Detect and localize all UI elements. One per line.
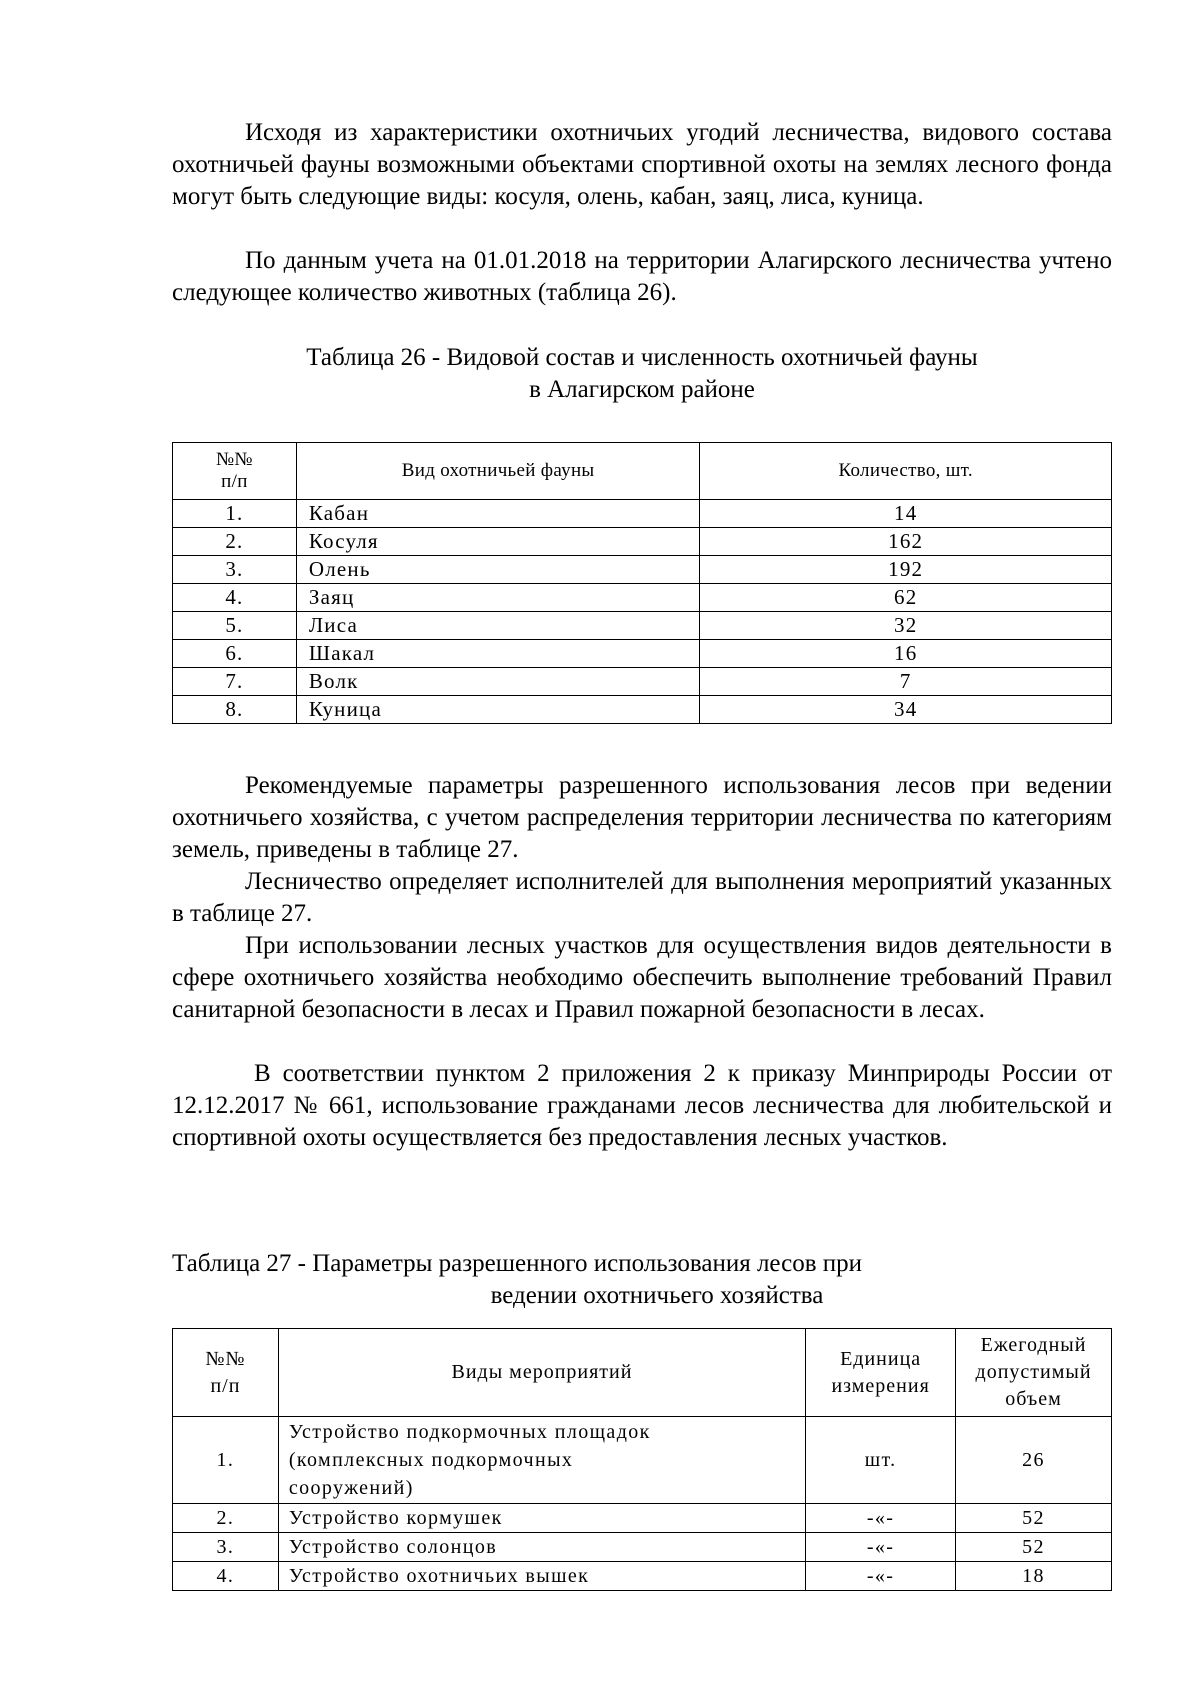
species-quantity: 34 — [700, 696, 1112, 724]
paragraph-census: По данным учета на 01.01.2018 на территории Алагирского лесничества учтено следующее количество животных (таблица 26). — [172, 247, 1112, 306]
species-quantity: 162 — [700, 528, 1112, 556]
table27-caption — [172, 1248, 1112, 1312]
table-row — [173, 1504, 1112, 1533]
table26-header-species: Вид охотничьей фауны — [296, 443, 700, 500]
table26-caption-line2: в Алагирском районе — [529, 376, 755, 403]
paragraph-safety-rules: При использовании лесных участков для осуществления видов деятельности в сфере охотничьего хозяйства необходимо обеспечить выполнение требований Правил санитарной безопасности в лесах и Правил пожарной безопасности в лесах. — [172, 932, 1112, 1023]
table26-fauna — [172, 442, 1112, 724]
row-number: 4. — [173, 1562, 279, 1591]
table-row — [173, 1533, 1112, 1562]
row-number: 5. — [173, 612, 297, 640]
table-row — [173, 528, 1112, 556]
row-number: 1. — [173, 500, 297, 528]
row-number: 6. — [173, 640, 297, 668]
row-number: 3. — [173, 556, 297, 584]
row-number: 1. — [173, 1417, 279, 1504]
table27-header-unit: Единица измерения — [806, 1329, 956, 1417]
species-name: Шакал — [296, 640, 700, 668]
table26-header-row — [173, 443, 1112, 500]
table27-caption-line1: Таблица 27 - Параметры разрешенного использования лесов при — [172, 1250, 863, 1277]
species-name: Кабан — [296, 500, 700, 528]
species-name: Косуля — [296, 528, 700, 556]
table26-header-num: №№ п/п — [173, 443, 297, 500]
table-row — [173, 696, 1112, 724]
paragraph-hunting-species: Исходя из характеристики охотничьих угодий лесничества, видового состава охотничьей фауны возможными объектами спортивной охоты на землях лесного фонда могут быть следующие виды: косуля, олень, кабан, заяц, лиса, куница. — [172, 119, 1112, 210]
table27-header-activity: Виды мероприятий — [278, 1329, 805, 1417]
species-quantity: 16 — [700, 640, 1112, 668]
table27-header-volume: Ежегодный допустимый объем — [956, 1329, 1112, 1417]
table26-caption-line1: Таблица 26 - Видовой состав и численность охотничьей фауны — [306, 344, 978, 371]
species-name: Заяц — [296, 584, 700, 612]
table27-activities — [172, 1328, 1112, 1591]
row-number: 4. — [173, 584, 297, 612]
table-row — [173, 612, 1112, 640]
activity-unit: -«- — [806, 1504, 956, 1533]
paragraph-recommended-params: Рекомендуемые параметры разрешенного использования лесов при ведении охотничьего хозяйства, с учетом распределения территории лесничества по категориям земель, приведены в таблице 27. — [172, 772, 1112, 863]
table-row — [173, 500, 1112, 528]
activity-unit: -«- — [806, 1533, 956, 1562]
activity-name: Устройство охотничьих вышек — [278, 1562, 805, 1591]
activity-name: Устройство подкормочных площадок (комплексных подкормочных сооружений) — [278, 1417, 805, 1504]
activity-unit: шт. — [806, 1417, 956, 1504]
species-name: Куница — [296, 696, 700, 724]
row-number: 2. — [173, 1504, 279, 1533]
row-number: 2. — [173, 528, 297, 556]
activity-unit: -«- — [806, 1562, 956, 1591]
activity-volume: 52 — [956, 1533, 1112, 1562]
table26-caption — [172, 342, 1112, 406]
species-name: Олень — [296, 556, 700, 584]
row-number: 8. — [173, 696, 297, 724]
table-row — [173, 1562, 1112, 1591]
species-name: Волк — [296, 668, 700, 696]
table-row — [173, 668, 1112, 696]
activity-name: Устройство солонцов — [278, 1533, 805, 1562]
activity-volume: 52 — [956, 1504, 1112, 1533]
row-number: 3. — [173, 1533, 279, 1562]
activity-volume: 18 — [956, 1562, 1112, 1591]
species-name: Лиса — [296, 612, 700, 640]
species-quantity: 32 — [700, 612, 1112, 640]
paragraph-executors: Лесничество определяет исполнителей для выполнения мероприятий указанных в таблице 27. — [172, 868, 1112, 927]
species-quantity: 62 — [700, 584, 1112, 612]
table27-header-num: №№ п/п — [173, 1329, 279, 1417]
table-row — [173, 556, 1112, 584]
activity-name: Устройство кормушек — [278, 1504, 805, 1533]
table27-caption-line2: ведении охотничьего хозяйства — [490, 1282, 824, 1309]
table-row — [173, 640, 1112, 668]
species-quantity: 192 — [700, 556, 1112, 584]
paragraph-order-reference: В соответствии пунктом 2 приложения 2 к приказу Минприроды России от 12.12.2017 № 661, использование гражданами лесов лесничества для любительской и спортивной охоты осуществляется без предоставления лесных участков. — [172, 1060, 1112, 1151]
table26-header-quantity: Количество, шт. — [700, 443, 1112, 500]
table27-header-row — [173, 1329, 1112, 1417]
species-quantity: 7 — [700, 668, 1112, 696]
row-number: 7. — [173, 668, 297, 696]
table-row — [173, 584, 1112, 612]
table-row — [173, 1417, 1112, 1504]
species-quantity: 14 — [700, 500, 1112, 528]
activity-volume: 26 — [956, 1417, 1112, 1504]
